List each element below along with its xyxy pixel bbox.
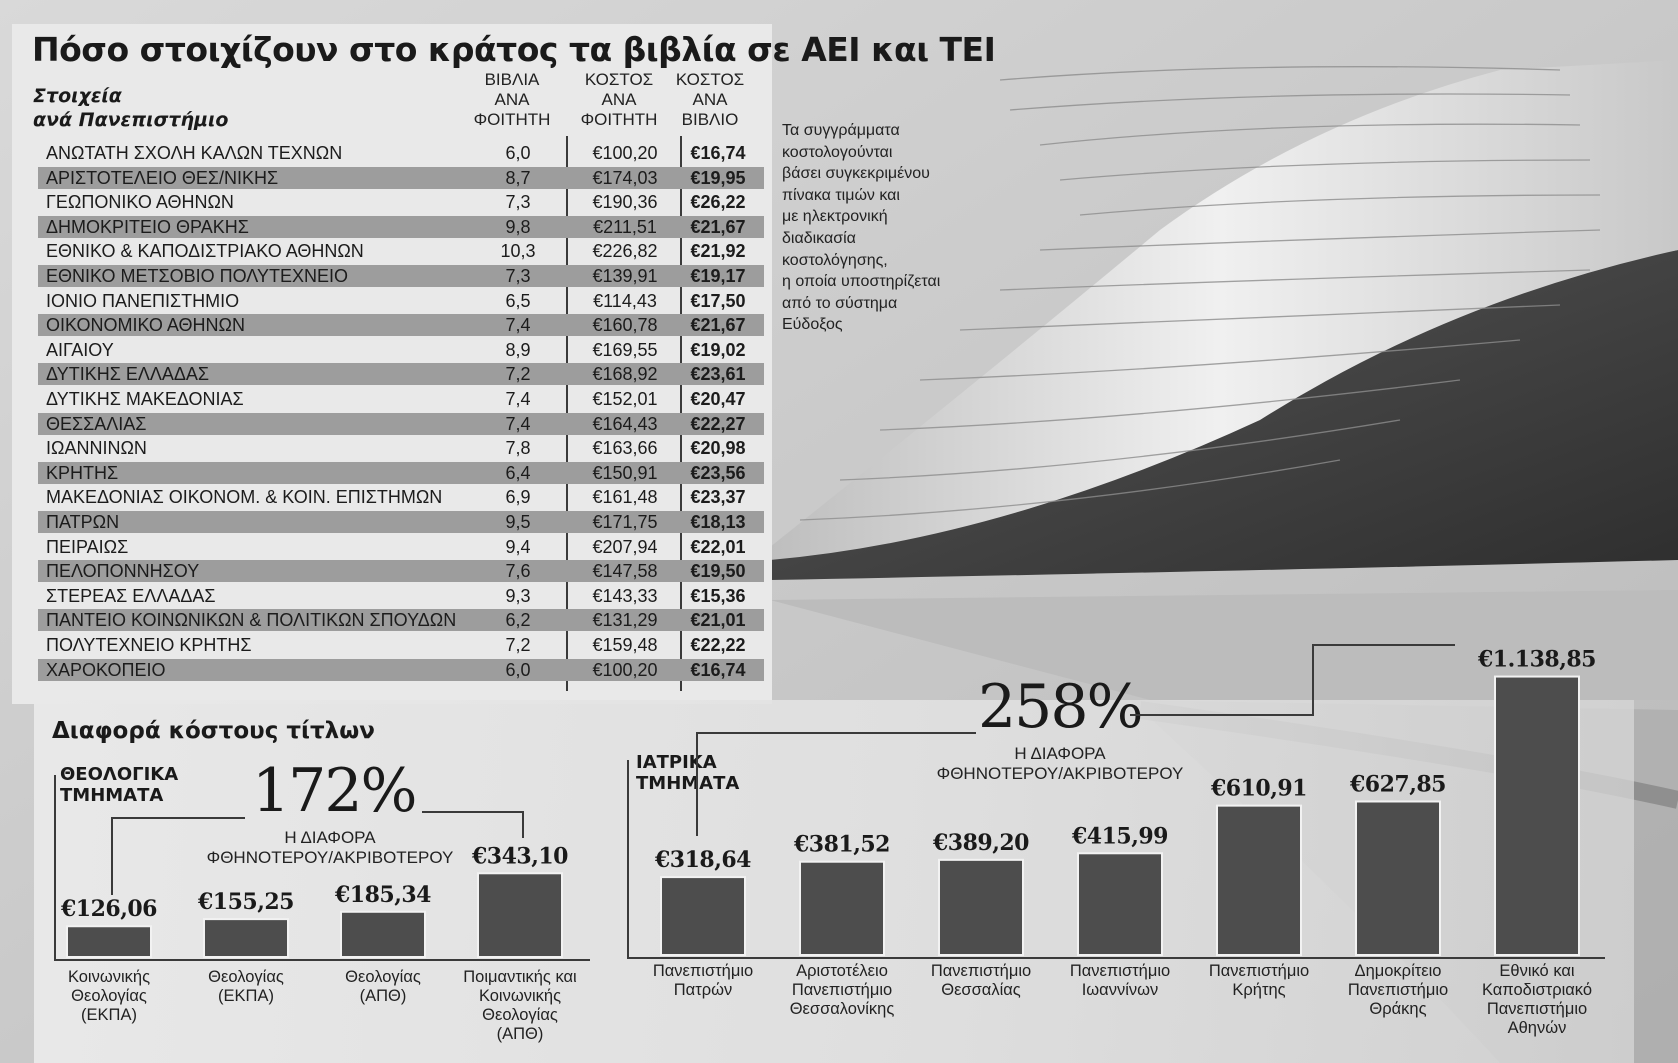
caption-line: ΦΘΗΝΟΤΕΡΟΥ/ΑΚΡΙΒΟΤΕΡΟΥ <box>936 764 1184 783</box>
theology-category-label: (ΑΠΘ) <box>359 987 407 1005</box>
medical-category-label: Αριστοτέλειο <box>796 962 888 980</box>
medical-category-label: Πανεπιστήμιο <box>1208 962 1310 980</box>
theology-bar <box>341 912 425 957</box>
caption-line: ΦΘΗΝΟΤΕΡΟΥ/ΑΚΡΙΒΟΤΕΡΟΥ <box>206 848 454 867</box>
university-name: ΠΕΛΟΠΟΝΝΗΣΟΥ <box>46 561 200 582</box>
column-header-line: ΑΝΑ <box>494 90 530 109</box>
medical-bars <box>653 647 1596 1037</box>
medical-category-label: Πανεπιστήμιο <box>1069 962 1171 980</box>
theology-difference-percent: 172% <box>252 756 416 826</box>
theology-bars <box>60 843 577 1043</box>
cost-per-student-value: €100,20 <box>592 659 658 680</box>
cost-per-student-value: €168,92 <box>592 364 658 385</box>
caption-line: Η ΔΙΑΦΟΡΑ <box>1014 744 1106 763</box>
cost-per-student-value: €211,51 <box>593 216 657 237</box>
table-section-label-line: Στοιχεία <box>33 85 122 107</box>
cost-per-student-value: €160,78 <box>592 315 658 336</box>
medical-bar-value-label: €627,85 <box>1349 771 1447 798</box>
books-per-student-value: 7,2 <box>505 635 531 655</box>
cost-per-student-value: €150,91 <box>592 462 658 483</box>
university-name: ΣΤΕΡΕΑΣ ΕΛΛΑΔΑΣ <box>46 585 216 606</box>
cost-per-student-value: €169,55 <box>592 339 658 360</box>
theology-bar <box>478 873 562 957</box>
theology-category-label: Θεολογίας <box>345 968 421 986</box>
theology-connector-left <box>112 818 245 895</box>
medical-category-label: Δημοκρίτειο <box>1354 962 1442 980</box>
books-per-student-value: 7,4 <box>505 389 531 409</box>
theology-category-label: (ΕΚΠΑ) <box>81 1006 137 1024</box>
cost-per-book-value: €20,98 <box>690 438 746 459</box>
cost-per-book-value: €20,47 <box>690 389 746 409</box>
medical-category-label: Κρήτης <box>1232 981 1286 999</box>
cost-per-student-value: €139,91 <box>592 266 658 286</box>
cost-per-student-value: €171,75 <box>592 512 658 532</box>
chart-title-line: ΘΕΟΛΟΓΙΚΑ <box>60 764 179 785</box>
books-per-student-value: 6,2 <box>505 610 531 631</box>
column-header-line: ΚΟΣΤΟΣ <box>584 70 654 89</box>
cost-per-book-value: €19,95 <box>690 167 746 188</box>
cost-per-student-value: €226,82 <box>592 241 658 262</box>
books-per-student-value: 7,6 <box>505 561 531 582</box>
cost-per-book-value: €21,92 <box>690 241 746 262</box>
university-name: ΕΘΝΙΚΟ & ΚΑΠΟΔΙΣΤΡΙΑΚΟ ΑΘΗΝΩΝ <box>46 241 364 262</box>
books-per-student-value: 8,9 <box>505 339 531 360</box>
note-line: Τα συγγράμματα <box>782 122 900 139</box>
column-header-line: ΒΙΒΛΙΟ <box>681 110 739 129</box>
university-name: ΔΥΤΙΚΗΣ ΜΑΚΕΔΟΝΙΑΣ <box>46 389 244 409</box>
cost-per-book-value: €23,56 <box>690 462 746 483</box>
medical-category-label: Πανεπιστήμιο <box>1347 981 1449 999</box>
theology-category-label: Κοινωνικής <box>478 987 562 1005</box>
medical-bar <box>1078 853 1162 955</box>
chart-title-line: ΤΜΗΜΑΤΑ <box>636 773 740 794</box>
medical-category-label: Θεσσαλονίκης <box>789 1000 895 1018</box>
university-name: ΚΡΗΤΗΣ <box>46 462 119 483</box>
books-per-student-value: 7,3 <box>505 192 531 213</box>
cost-per-student-value: €131,29 <box>592 610 658 631</box>
university-name: ΑΙΓΑΙΟΥ <box>46 339 114 360</box>
cost-per-book-value: €26,22 <box>690 192 746 213</box>
medical-category-label: Θράκης <box>1369 1000 1427 1018</box>
theology-bar-value-label: €343,10 <box>471 843 569 870</box>
university-name: ΑΝΩΤΑΤΗ ΣΧΟΛΗ ΚΑΛΩΝ ΤΕΧΝΩΝ <box>46 143 343 163</box>
chart-title-line: ΙΑΤΡΙΚΑ <box>636 752 717 773</box>
medical-bar-value-label: €415,99 <box>1071 823 1169 850</box>
medical-bar-value-label: €318,64 <box>654 847 752 874</box>
medical-category-label: Ιωαννίνων <box>1081 981 1159 999</box>
theology-bar <box>204 919 288 957</box>
university-name: ΠΕΙΡΑΙΩΣ <box>46 536 129 557</box>
cost-per-book-value: €23,37 <box>690 487 746 508</box>
theology-bar-value-label: €155,25 <box>197 889 295 916</box>
cost-per-book-value: €21,67 <box>690 216 746 237</box>
books-per-student-value: 7,4 <box>505 413 531 434</box>
note-line: από το σύστημα <box>782 294 898 312</box>
note-line: κοστολόγησης, <box>782 251 888 269</box>
caption-line: Η ΔΙΑΦΟΡΑ <box>284 828 376 847</box>
books-per-student-value: 9,4 <box>505 536 531 557</box>
cost-per-book-value: €22,22 <box>690 635 746 655</box>
cost-per-student-value: €163,66 <box>592 438 658 459</box>
theology-category-label: Θεολογίας <box>208 968 284 986</box>
medical-bar <box>1356 801 1440 955</box>
university-name: ΔΥΤΙΚΗΣ ΕΛΛΑΔΑΣ <box>46 364 210 385</box>
medical-connector-left <box>697 733 976 836</box>
theology-bar <box>67 926 151 957</box>
medical-bar-value-label: €381,52 <box>793 831 891 858</box>
medical-bar <box>800 862 884 955</box>
cost-per-student-value: €164,43 <box>592 413 658 434</box>
medical-bar <box>1495 677 1579 955</box>
column-header-line: ΒΙΒΛΙΑ <box>484 70 540 89</box>
column-header-line: ΦΟΙΤΗΤΗ <box>473 110 551 129</box>
cost-per-book-value: €21,67 <box>690 315 746 336</box>
theology-category-label: Θεολογίας <box>71 987 147 1005</box>
cost-per-book-value: €22,01 <box>690 536 746 557</box>
medical-bar <box>661 877 745 955</box>
university-name: ΕΘΝΙΚΟ ΜΕΤΣΟΒΙΟ ΠΟΛΥΤΕΧΝΕΙΟ <box>46 266 348 286</box>
books-per-student-value: 6,5 <box>505 290 531 311</box>
university-name: ΘΕΣΣΑΛΙΑΣ <box>46 413 147 434</box>
medical-category-label: Αθηνών <box>1507 1019 1567 1037</box>
medical-category-label: Εθνικό και <box>1499 962 1575 980</box>
books-per-student-value: 9,3 <box>505 585 531 606</box>
column-header-line: ΑΝΑ <box>692 90 728 109</box>
chart-title-line: ΤΜΗΜΑΤΑ <box>60 785 164 806</box>
books-per-student-value: 7,8 <box>505 438 531 459</box>
theology-category-label: Κοινωνικής <box>67 968 151 986</box>
university-name: ΔΗΜΟΚΡΙΤΕΙΟ ΘΡΑΚΗΣ <box>46 216 249 237</box>
cost-per-student-value: €114,43 <box>593 290 657 311</box>
cost-per-student-value: €143,33 <box>592 585 658 606</box>
medical-category-label: Πανεπιστήμιο <box>1486 1000 1588 1018</box>
cost-per-book-value: €21,01 <box>690 610 746 631</box>
university-name: ΙΟΝΙΟ ΠΑΝΕΠΙΣΤΗΜΙΟ <box>46 290 240 311</box>
cost-per-student-value: €161,48 <box>592 487 658 508</box>
university-name: ΠΑΤΡΩΝ <box>46 512 120 532</box>
books-per-student-value: 6,0 <box>505 143 531 163</box>
medical-category-label: Πανεπιστήμιο <box>652 962 754 980</box>
university-name: ΑΡΙΣΤΟΤΕΛΕΙΟ ΘΕΣ/ΝΙΚΗΣ <box>46 167 279 188</box>
cost-per-student-value: €100,20 <box>592 143 658 163</box>
cost-per-book-value: €16,74 <box>690 143 746 163</box>
university-name: ΟΙΚΟΝΟΜΙΚΟ ΑΘΗΝΩΝ <box>46 315 245 336</box>
books-per-student-value: 7,4 <box>505 315 531 336</box>
cost-per-book-value: €22,27 <box>690 413 746 434</box>
medical-difference-percent: 258% <box>978 672 1142 742</box>
university-name: ΧΑΡΟΚΟΠΕΙΟ <box>46 659 166 680</box>
cost-difference-title: Διαφορά κόστους τίτλων <box>52 718 375 744</box>
medical-category-label: Πανεπιστήμιο <box>791 981 893 999</box>
note-line: Εύδοξος <box>782 316 843 334</box>
medical-category-label: Πανεπιστήμιο <box>930 962 1032 980</box>
cost-per-student-value: €159,48 <box>592 635 658 655</box>
theology-category-label: Θεολογίας <box>482 1006 558 1024</box>
cost-per-student-value: €207,94 <box>592 536 658 557</box>
note-line: η οποία υποστηρίζεται <box>782 273 941 291</box>
theology-category-label: Ποιμαντικής και <box>463 968 577 986</box>
medical-bar <box>1217 806 1301 955</box>
university-name: ΠΑΝΤΕΙΟ ΚΟΙΝΩΝΙΚΩΝ & ΠΟΛΙΤΙΚΩΝ ΣΠΟΥΔΩΝ <box>46 610 457 631</box>
theology-category-label: (ΕΚΠΑ) <box>218 987 274 1005</box>
medical-category-label: Καποδιστριακό <box>1481 981 1593 999</box>
medical-bar-value-label: €610,91 <box>1210 775 1308 802</box>
books-per-student-value: 6,0 <box>505 659 531 680</box>
column-header-line: ΚΟΣΤΟΣ <box>675 70 745 89</box>
books-per-student-value: 6,9 <box>505 487 531 508</box>
books-per-student-value: 9,5 <box>505 512 531 532</box>
cost-per-student-value: €190,36 <box>592 192 658 213</box>
books-per-student-value: 8,7 <box>505 167 531 188</box>
note-line: πίνακα τιμών και <box>782 186 900 204</box>
books-per-student-value: 7,3 <box>505 266 531 286</box>
table-section-label-line: ανά Πανεπιστήμιο <box>33 109 229 131</box>
cost-per-book-value: €19,02 <box>690 339 746 360</box>
cost-per-book-value: €23,61 <box>690 364 746 385</box>
cost-per-book-value: €16,74 <box>690 659 746 680</box>
medical-category-label: Θεσσαλίας <box>941 981 1021 999</box>
university-name: ΠΟΛΥΤΕΧΝΕΙΟ ΚΡΗΤΗΣ <box>46 635 252 655</box>
note-line: διαδικασία <box>782 229 856 247</box>
theology-bar-value-label: €185,34 <box>334 881 432 908</box>
cost-per-book-value: €19,17 <box>690 266 746 286</box>
university-name: ΜΑΚΕΔΟΝΙΑΣ ΟΙΚΟΝΟΜ. & ΚΟΙΝ. ΕΠΙΣΤΗΜΩΝ <box>46 487 443 508</box>
theology-connector-right <box>422 812 523 838</box>
books-per-student-value: 9,8 <box>505 216 531 237</box>
cost-per-student-value: €152,01 <box>592 389 658 409</box>
medical-bar <box>939 860 1023 955</box>
cost-per-book-value: €15,36 <box>690 585 746 606</box>
page-title: Πόσο στοιχίζουν στο κράτος τα βιβλία σε ΑΕΙ και ΤΕΙ <box>32 30 996 69</box>
column-header-line: ΑΝΑ <box>601 90 637 109</box>
medical-category-label: Πατρών <box>673 981 733 999</box>
medical-bar-value-label: €1.138,85 <box>1478 646 1596 673</box>
theology-bar-value-label: €126,06 <box>60 896 158 923</box>
medical-bar-value-label: €389,20 <box>932 829 1030 856</box>
note-line: κοστολογούνται <box>782 143 893 161</box>
books-per-student-value: 7,2 <box>505 364 531 385</box>
university-name: ΓΕΩΠΟΝΙΚΟ ΑΘΗΝΩΝ <box>46 192 234 213</box>
cost-per-book-value: €19,50 <box>690 561 746 582</box>
cost-per-student-value: €147,58 <box>592 561 658 582</box>
cost-per-student-value: €174,03 <box>592 167 658 188</box>
books-per-student-value: 10,3 <box>500 241 536 262</box>
books-per-student-value: 6,4 <box>505 462 531 483</box>
note-line: βάσει συγκεκριμένου <box>782 165 930 183</box>
university-name: ΙΩΑΝΝΙΝΩΝ <box>46 438 147 459</box>
cost-per-book-value: €17,50 <box>690 290 746 311</box>
column-header-line: ΦΟΙΤΗΤΗ <box>580 110 658 129</box>
theology-category-label: (ΑΠΘ) <box>496 1025 544 1043</box>
note-line: με ηλεκτρονική <box>782 208 888 226</box>
cost-per-book-value: €18,13 <box>690 512 746 532</box>
medical-connector-right <box>1130 645 1455 715</box>
